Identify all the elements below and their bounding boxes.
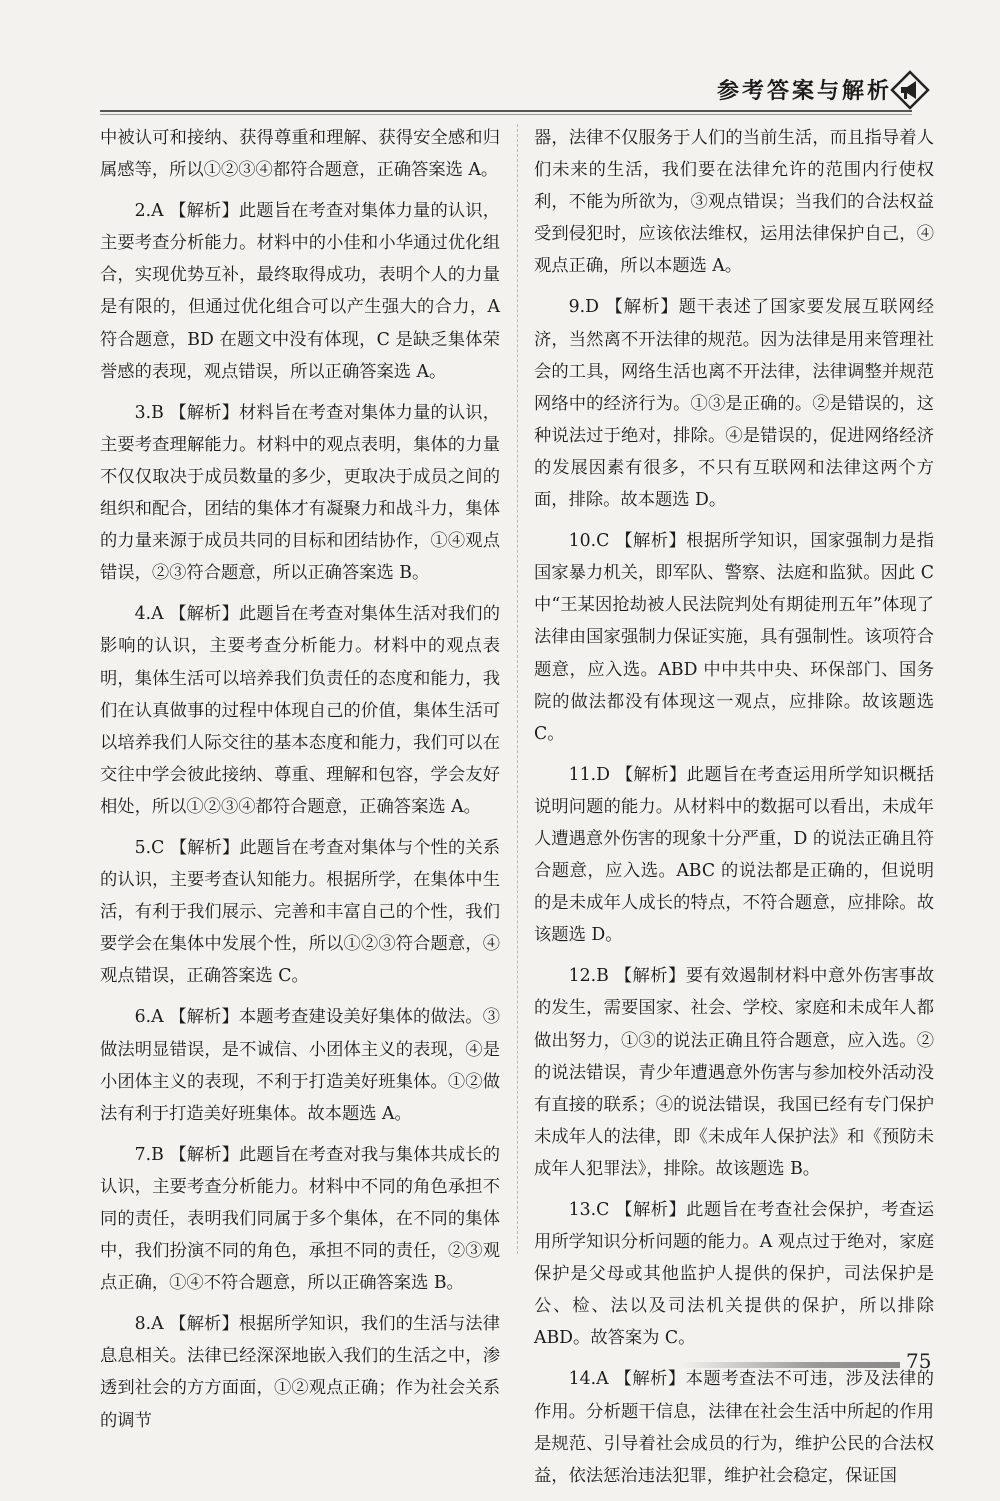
answer-paragraph-2: 2.A 【解析】此题旨在考查对集体力量的认识，主要考查分析能力。材料中的小佳和小华通过优化组合，实现优势互补，最终取得成功，表明个人的力量是有限的，但通过优化组合可以产生强大的合力，A 符合题意，BD 在题文中没有体现，C 是缺乏集体荣誉感的表现，观点错误，所以正确答案选 A。 — [100, 201, 500, 382]
header-rule — [100, 110, 912, 112]
answer-paragraph-6: 6.A 【解析】本题考查建设美好集体的做法。③做法明显错误，是不诚信、小团体主义的表现，④是小团体主义的表现，不利于打造美好班集体。①②做法有利于打造美好班集体。故本题选 A。 — [100, 1007, 500, 1124]
answer-paragraph-8: 8.A 【解析】根据所学知识，我们的生活与法律息息相关。法律已经深深地嵌入我们的生活之中，渗透到社会的方方面面，①②观点正确；作为社会关系的调节 — [100, 1314, 500, 1431]
answer-paragraph-3: 3.B 【解析】材料旨在考查对集体力量的认识，主要考查理解能力。材料中的观点表明，集体的力量不仅仅取决于成员数量的多少，更取决于成员之间的组织和配合，团结的集体才有凝聚力和战斗力，集体的力量来源于成员共同的目标和团结协作，①④观点错误，②③符合题意，所以正确答案选 B。 — [100, 402, 500, 584]
answer-paragraph-11: 11.D 【解析】此题旨在考查运用所学知识概括说明问题的能力。从材料中的数据可以看出，未成年人遭遇意外伤害的现象十分严重，D 的说法正确且符合题意，应入选。ABC 的说法都是正确的，但说明的是未成年人成长的特点，不符合题意，应排除。故该题选 D。 — [534, 764, 934, 946]
megaphone-icon — [890, 70, 930, 110]
answer-paragraph-13: 13.C 【解析】此题旨在考查社会保护，考查运用所学知识分析问题的能力。A 观点过于绝对，家庭保护是父母或其他监护人提供的保护，司法保护是公、检、法以及司法机关提供的保护，所以排除 ABD。故答案为 C。 — [534, 1200, 934, 1349]
answer-paragraph-12: 12.B 【解析】要有效遏制材料中意外伤害事故的发生，需要国家、社会、学校、家庭和未成年人都做出努力，①③的说法正确且符合题意，应入选。②的说法错误，青少年遭遇意外伤害与参加校外活动没有直接的联系；④的说法错误，我国已经有专门保护未成年人的法律，即《未成年人保护法》和《预防未成年人犯罪法》，排除。故该题选 B。 — [534, 966, 934, 1179]
answer-paragraph-5: 5.C 【解析】此题旨在考查对集体与个性的关系的认识，主要考查认知能力。根据所学，在集体中生活，有利于我们展示、完善和丰富自己的个性，我们要学会在集体中发展个性，所以①②③符合题意，④观点错误，正确答案选 C。 — [100, 837, 500, 987]
footer-bar — [680, 1362, 900, 1368]
answer-paragraph-1-continued: 中被认可和接纳、获得尊重和理解、获得安全感和归属感等，所以①②③④都符合题意，正确答案选 A。 — [100, 128, 500, 181]
header-title: 参考答案与解析 — [716, 79, 892, 104]
answer-paragraph-7: 7.B 【解析】此题旨在考查对我与集体共成长的认识，主要考查分析能力。材料中不同的角色承担不同的责任，表明我们同属于多个集体，在不同的集体中，我们扮演不同的角色，承担不同的责任，②③观点正确，①④不符合题意，所以正确答案选 B。 — [100, 1144, 500, 1294]
column-divider — [517, 124, 518, 1254]
page-number: 75 — [906, 1349, 932, 1373]
left-column — [100, 122, 500, 1446]
answer-paragraph-10: 10.C 【解析】根据所学知识，国家强制力是指国家暴力机关，即军队、警察、法庭和监狱。因此 C 中“王某因抢劫被人民法院判处有期徒刑五年”体现了法律由国家强制力保证实施，具有强制性。该项符合题意，应入选。ABD 中中共中央、环保部门、国务院的做法都没有体现这一观点，应排除。故该题选 C。 — [534, 531, 934, 744]
right-column — [534, 122, 934, 1501]
answer-paragraph-14: 14.A 【解析】本题考查法不可违，涉及法律的作用。分析题干信息，法律在社会生活中所起的作用是规范、引导着社会成员的行为，维护公民的合法权益，依法惩治违法犯罪，维护社会稳定，保证国 — [534, 1369, 934, 1486]
answer-paragraph-9: 9.D 【解析】题干表述了国家要发展互联网经济，当然离不开法律的规范。因为法律是用来管理社会的工具，网络生活也离不开法律，法律调整并规范网络中的经济行为。①③是正确的。②是错误的，这种说法过于绝对，排除。④是错误的，促进网络经济的发展因素有很多，不只有互联网和法律这两个方面，排除。故本题选 D。 — [534, 297, 934, 511]
page-header — [0, 0, 1000, 120]
answer-paragraph-8-continued: 器，法律不仅服务于人们的当前生活，而且指导着人们未来的生活，我们要在法律允许的范围内行使权利，不能为所欲为，③观点错误；当我们的合法权益受到侵犯时，应该依法维权，运用法律保护自己，④观点正确，所以本题选 A。 — [534, 128, 934, 277]
answer-paragraph-4: 4.A 【解析】此题旨在考查对集体生活对我们的影响的认识，主要考查分析能力。材料中的观点表明，集体生活可以培养我们负责任的态度和能力，我们在认真做事的过程中体现自己的价值，集体生活可以培养我们人际交往的基本态度和能力，我们可以在交往中学会彼此接纳、尊重、理解和包容，学会友好相处，所以①②③④都符合题意，正确答案选 A。 — [100, 604, 500, 817]
header-rule-thin — [100, 114, 912, 115]
